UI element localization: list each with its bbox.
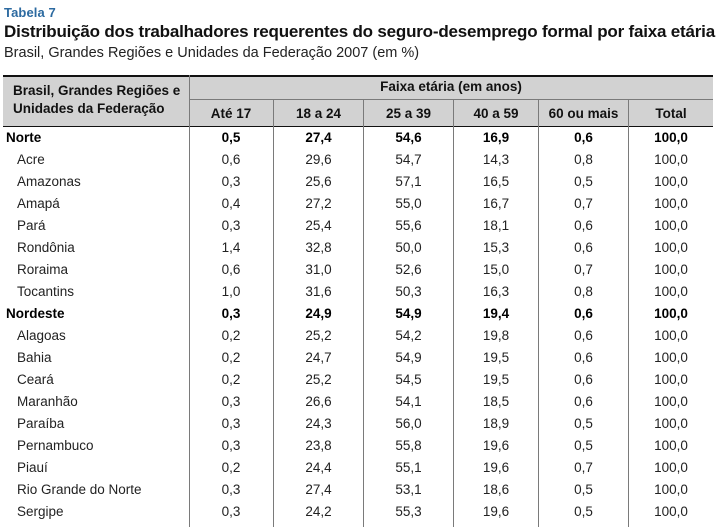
column-header: 18 a 24: [295, 106, 342, 121]
table-cell: 18,5: [482, 394, 510, 409]
row-label: Paraíba: [17, 416, 65, 431]
state-row: [3, 193, 713, 215]
state-row: [3, 149, 713, 171]
table-cell: 27,2: [305, 196, 332, 211]
table-cell: 0,5: [574, 504, 593, 519]
state-row: [3, 435, 713, 457]
top-rule: [3, 75, 713, 77]
column-header: Total: [655, 106, 687, 121]
table-cell: 25,2: [305, 372, 332, 387]
table-cell: 0,5: [574, 482, 593, 497]
region-column-header: Brasil, Grandes Regiões e Unidades da Federação: [13, 83, 181, 116]
table-cell: 14,3: [482, 152, 510, 167]
table-cell: 19,6: [482, 460, 510, 475]
table-cell: 0,7: [574, 262, 593, 277]
table-subtitle: Brasil, Grandes Regiões e Unidades da Federação 2007 (em %): [4, 45, 420, 61]
table-cell: 0,4: [221, 196, 241, 211]
table-cell: 0,2: [221, 372, 241, 387]
table-cell: 0,3: [221, 438, 241, 453]
table-cell: 0,6: [574, 130, 593, 145]
table-cell: 25,4: [305, 218, 332, 233]
table-cell: 16,5: [482, 174, 510, 189]
table-cell: 55,8: [395, 438, 422, 453]
table-cell: 25,2: [305, 328, 332, 343]
table-cell: 0,5: [574, 438, 593, 453]
table-cell: 27,4: [305, 130, 332, 145]
table-cell: 19,5: [482, 372, 510, 387]
table-cell: 55,0: [395, 196, 422, 211]
state-row: [3, 281, 713, 303]
table-cell: 18,9: [482, 416, 510, 431]
row-label: Pará: [17, 218, 46, 233]
table-cell: 55,1: [395, 460, 422, 475]
table-cell: 25,6: [305, 174, 332, 189]
table-cell: 100,0: [654, 438, 688, 453]
state-row: [3, 347, 713, 369]
table-cell: 50,0: [395, 240, 422, 255]
table-cell: 100,0: [654, 372, 688, 387]
table-cell: 15,0: [482, 262, 510, 277]
row-label: Norte: [6, 130, 42, 145]
table-cell: 50,3: [395, 284, 422, 299]
table-cell: 23,8: [305, 438, 332, 453]
table-cell: 24,2: [305, 504, 332, 519]
row-label: Ceará: [17, 372, 54, 387]
group-rule: [189, 99, 713, 100]
table-cell: 100,0: [654, 460, 688, 475]
table-cell: 100,0: [654, 174, 688, 189]
table-cell: 1,4: [221, 240, 241, 255]
state-row: [3, 171, 713, 193]
table-cell: 0,6: [574, 372, 593, 387]
table-cell: 24,9: [305, 306, 332, 321]
state-row: [3, 325, 713, 347]
table-cell: 24,3: [305, 416, 332, 431]
column-header: 40 a 59: [473, 106, 519, 121]
table-cell: 31,6: [305, 284, 332, 299]
table-cell: 0,8: [574, 152, 593, 167]
table-cell: 100,0: [654, 130, 688, 145]
row-label: Acre: [17, 152, 45, 167]
table-cell: 0,7: [574, 460, 593, 475]
table-cell: 19,4: [482, 306, 510, 321]
table-cell: 100,0: [654, 416, 688, 431]
table-cell: 56,0: [395, 416, 422, 431]
region-row: [3, 127, 713, 149]
table-cell: 0,6: [574, 350, 593, 365]
table-cell: 54,6: [395, 130, 422, 145]
table-cell: 100,0: [654, 262, 688, 277]
table-cell: 100,0: [654, 482, 688, 497]
table-cell: 54,2: [395, 328, 422, 343]
table-cell: 52,6: [395, 262, 422, 277]
table-cell: 0,6: [574, 394, 593, 409]
table-cell: 100,0: [654, 196, 688, 211]
state-row: [3, 413, 713, 435]
table-cell: 27,4: [305, 482, 332, 497]
row-label: Tocantins: [17, 284, 75, 299]
table-cell: 0,8: [574, 284, 593, 299]
row-label: Sergipe: [17, 504, 64, 519]
state-row: [3, 237, 713, 259]
table-cell: 15,3: [482, 240, 510, 255]
state-row: [3, 501, 713, 523]
table-cell: 100,0: [654, 504, 688, 519]
table-cell: 0,5: [221, 130, 241, 145]
row-label: Rondônia: [17, 240, 75, 255]
row-label: Rio Grande do Norte: [17, 482, 142, 497]
table-cell: 54,7: [395, 152, 422, 167]
row-label: Amazonas: [17, 174, 81, 189]
table-cell: 0,2: [221, 328, 241, 343]
table-cell: 19,5: [482, 350, 510, 365]
data-table: [3, 75, 713, 527]
table-cell: 24,7: [305, 350, 332, 365]
table-cell: 0,6: [574, 328, 593, 343]
row-label: Pernambuco: [17, 438, 94, 453]
state-row: [3, 479, 713, 501]
table-cell: 32,8: [305, 240, 332, 255]
table-title: Distribuição dos trabalhadores requerentes do seguro-desemprego formal por faixa etária: [4, 22, 715, 41]
table-cell: 0,6: [574, 306, 593, 321]
row-label: Amapá: [17, 196, 60, 211]
table-cell: 18,1: [482, 218, 510, 233]
table-cell: 19,8: [482, 328, 510, 343]
table-cell: 100,0: [654, 328, 688, 343]
table-cell: 100,0: [654, 152, 688, 167]
table-cell: 24,4: [305, 460, 332, 475]
table-cell: 100,0: [654, 240, 688, 255]
table-cell: 16,7: [482, 196, 510, 211]
table-cell: 0,3: [221, 306, 241, 321]
table-cell: 54,1: [395, 394, 422, 409]
table-cell: 54,5: [395, 372, 422, 387]
table-cell: 31,0: [305, 262, 332, 277]
table-cell: 0,5: [574, 174, 593, 189]
column-header: 25 a 39: [385, 106, 432, 121]
table-cell: 0,3: [221, 394, 241, 409]
table-cell: 55,6: [395, 218, 422, 233]
row-label: Piauí: [17, 460, 48, 475]
table-cell: 0,3: [221, 504, 241, 519]
table-cell: 0,5: [574, 416, 593, 431]
row-label: Nordeste: [6, 306, 65, 321]
table-cell: 26,6: [305, 394, 332, 409]
table-cell: 54,9: [395, 350, 422, 365]
table-cell: 0,3: [221, 482, 241, 497]
age-group-header: Faixa etária (em anos): [380, 79, 522, 94]
table-cell: 0,7: [574, 196, 593, 211]
row-label: Roraima: [17, 262, 69, 277]
table-cell: 0,3: [221, 218, 241, 233]
table-cell: 0,6: [574, 240, 593, 255]
table-cell: 18,6: [482, 482, 510, 497]
table-cell: 16,3: [482, 284, 510, 299]
state-row: [3, 259, 713, 281]
table-cell: 0,3: [221, 174, 241, 189]
table-cell: 0,6: [221, 262, 241, 277]
table-label: Tabela 7: [4, 5, 56, 20]
row-label: Alagoas: [17, 328, 66, 343]
table-cell: 100,0: [654, 284, 688, 299]
state-row: [3, 457, 713, 479]
table-cell: 100,0: [654, 306, 688, 321]
table-cell: 100,0: [654, 350, 688, 365]
row-label: Bahia: [17, 350, 52, 365]
table-cell: 57,1: [395, 174, 422, 189]
table-cell: 0,6: [574, 218, 593, 233]
table-cell: 19,6: [482, 438, 510, 453]
state-row: [3, 215, 713, 237]
table-cell: 0,2: [221, 460, 241, 475]
table-cell: 29,6: [305, 152, 332, 167]
column-header: 60 ou mais: [548, 106, 619, 121]
table-cell: 53,1: [395, 482, 422, 497]
region-row: [3, 303, 713, 325]
table-cell: 19,6: [482, 504, 510, 519]
row-label: Maranhão: [17, 394, 78, 409]
state-row: [3, 369, 713, 391]
table-cell: 0,3: [221, 416, 241, 431]
table-cell: 54,9: [395, 306, 422, 321]
table-cell: 0,2: [221, 350, 241, 365]
table-cell: 1,0: [221, 284, 241, 299]
state-row: [3, 391, 713, 413]
table-cell: 0,6: [221, 152, 241, 167]
table-cell: 55,3: [395, 504, 422, 519]
table-cell: 100,0: [654, 394, 688, 409]
table-cell: 100,0: [654, 218, 688, 233]
table-cell: 16,9: [482, 130, 510, 145]
column-header: Até 17: [210, 106, 252, 121]
